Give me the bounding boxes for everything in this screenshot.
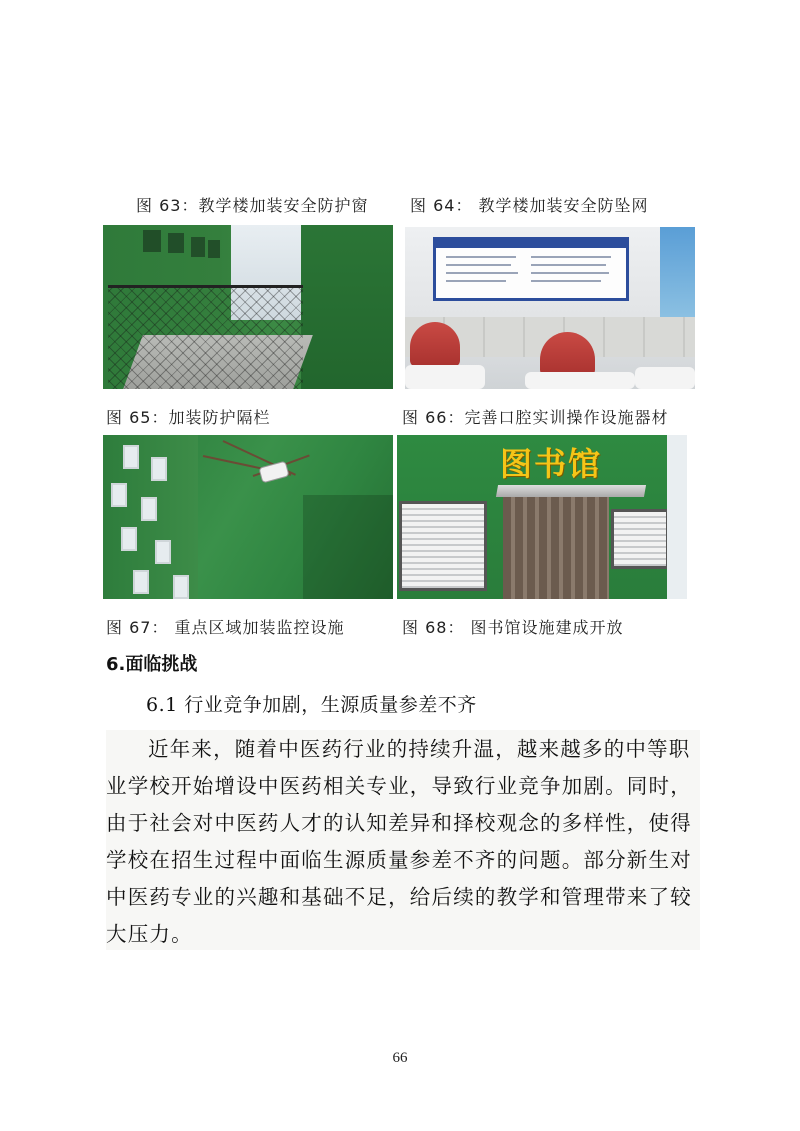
photo-safety-window [103, 225, 393, 389]
figure-caption-65: 图 65：加装防护隔栏 [106, 408, 271, 427]
figure-caption-64: 图 64： 教学楼加装安全防坠网 [410, 196, 649, 215]
paragraph-line: 学校在招生过程中面临生源质量参差不齐的问题。部分新生对 [106, 848, 692, 872]
page-number: 66 [392, 1050, 408, 1066]
paragraph-line: 由于社会对中医药人才的认知差异和择校观念的多样性，使得 [106, 811, 692, 835]
figure-caption-68: 图 68： 图书馆设施建成开放 [402, 618, 624, 637]
photo-dental-lab [405, 227, 695, 389]
body-paragraph [106, 730, 700, 950]
camera [260, 462, 289, 482]
figure-caption-66: 图 66：完善口腔实训操作设施器材 [402, 408, 669, 427]
paragraph-line: 近年来，随着中医药行业的持续升温，越来越多的中等职 [148, 737, 691, 761]
figure-caption-63: 图 63：教学楼加装安全防护窗 [136, 196, 369, 215]
photo-library [397, 435, 687, 599]
paragraph-line: 大压力。 [106, 922, 193, 946]
section-heading: 6.面临挑战 [106, 654, 198, 675]
subsection-heading: 6.1 行业竞争加剧，生源质量参差不齐 [146, 694, 477, 716]
photo-surveillance-camera [103, 435, 393, 599]
paragraph-line: 中医药专业的兴趣和基础不足，给后续的教学和管理带来了较 [106, 885, 692, 909]
figure-caption-67: 图 67： 重点区域加装监控设施 [106, 618, 345, 637]
paragraph-line: 业学校开始增设中医药相关专业，导致行业竞争加剧。同时， [106, 774, 692, 798]
library-sign: 图书馆 [500, 445, 603, 483]
